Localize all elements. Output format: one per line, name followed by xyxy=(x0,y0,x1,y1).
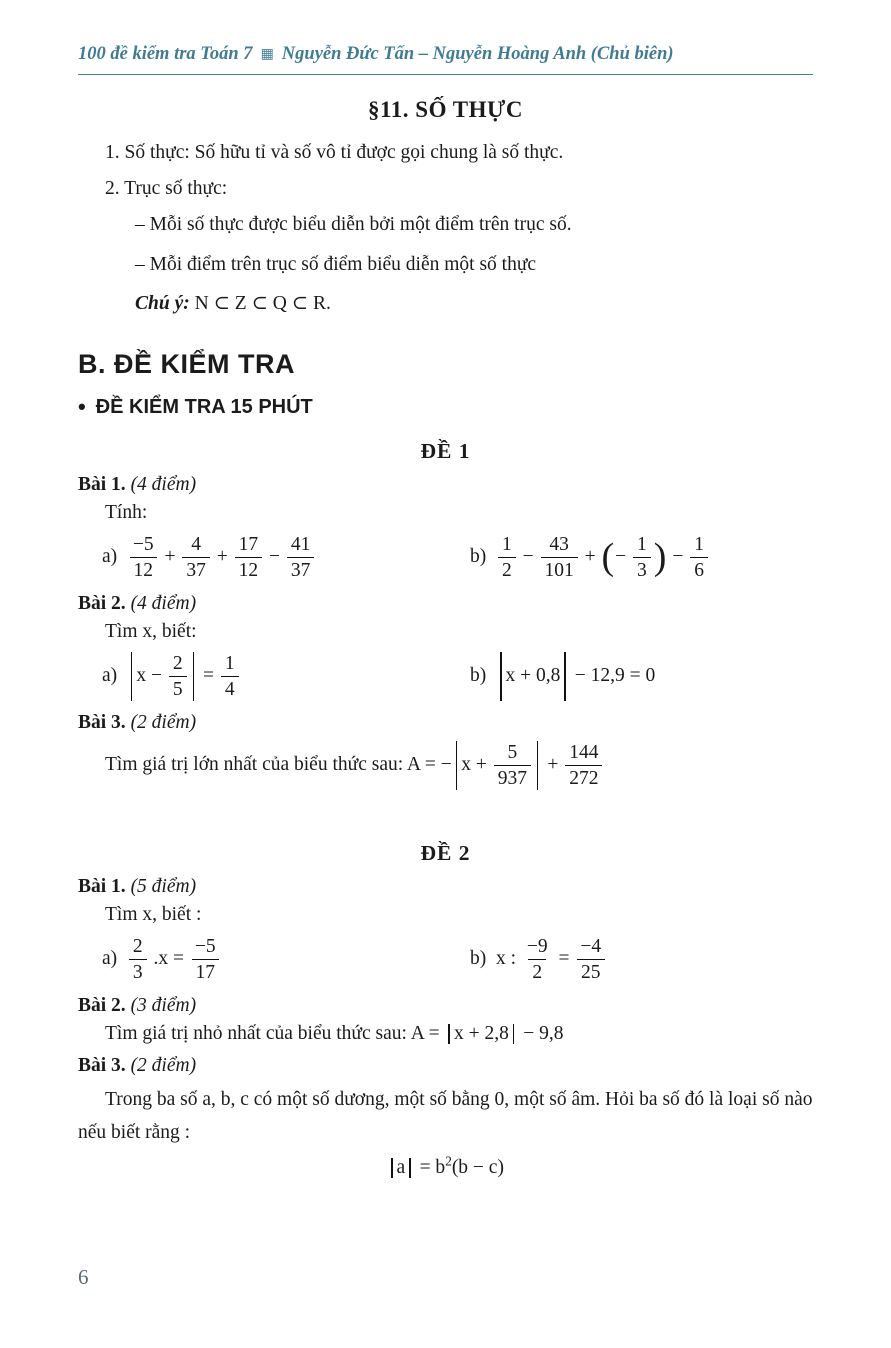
test1-problem1-heading xyxy=(78,474,813,496)
math-expression-a: a) x − $\frac{2}{5}$ = $\frac{1}{4}$ xyxy=(102,651,470,702)
math-expression-a: a) $\frac{2}{3}$ .x = $\frac{-5}{17}$ xyxy=(102,934,470,985)
test2-problem1-parts xyxy=(78,934,813,985)
problem-points: (5 điểm) xyxy=(130,875,197,897)
note-text: N ⊂ Z ⊂ Q ⊂ R. xyxy=(189,292,331,314)
test2-problem3-formula xyxy=(78,1153,813,1179)
test1-problem3-statement xyxy=(78,740,813,791)
theory-note xyxy=(78,288,813,319)
test1-problem1-parts xyxy=(78,532,813,583)
problem-label: Bài 3. xyxy=(78,1054,126,1076)
test2-problem2-heading xyxy=(78,995,813,1017)
book-ornament-icon: ▦ xyxy=(260,46,274,62)
problem-label: Bài 2. xyxy=(78,994,126,1016)
problem-label: Bài 3. xyxy=(78,711,126,733)
theory-item-1: 1. Số thực: Số hữu tỉ và số vô tỉ được gọi chung là số thực. xyxy=(105,142,564,163)
authors: Nguyễn Đức Tấn – Nguyễn Hoàng Anh (Chủ biên) xyxy=(281,44,674,64)
test-1-title: ĐỀ 1 xyxy=(420,438,471,463)
book-title: 100 đề kiểm tra Toán 7 xyxy=(78,44,253,64)
math-expression: Tìm giá trị nhỏ nhất của biểu thức sau: A = x + 2,8 − 9,8 xyxy=(105,1022,564,1044)
theory-subitem-2: – Mỗi điểm trên trục số điểm biểu diễn một số thực xyxy=(135,253,537,275)
section-b-subheading xyxy=(78,396,813,419)
test2-problem1-prompt: Tìm x, biết : xyxy=(105,903,202,925)
math-expression-a: a) $\frac{-5}{12}$ + $\frac{4}{37}$ + $\frac{17}{12}$ − $\frac{41}{37}$ xyxy=(102,532,470,583)
math-expression-b: b) $\frac{1}{2}$ − $\frac{43}{101}$ + ( − $\frac{1}{3}$ ) − $\frac{1}{6}$ xyxy=(470,532,710,583)
problem-points: (3 điểm) xyxy=(130,994,197,1016)
section-b-heading: B. ĐỀ KIỂM TRA xyxy=(78,348,296,379)
test1-problem2-parts xyxy=(78,651,813,702)
math-expression: Tìm giá trị lớn nhất của biểu thức sau: A = − x + $\frac{5}{937}$ + $\frac{144}{272}$ xyxy=(105,740,604,791)
test2-problem3-heading xyxy=(78,1055,813,1077)
test2-problem2-statement xyxy=(78,1023,813,1045)
subheading-text: ĐỀ KIỂM TRA 15 PHÚT xyxy=(95,395,313,418)
test1-problem3-heading xyxy=(78,712,813,734)
theory-item-2: 2. Trục số thực: xyxy=(105,178,228,200)
math-expression: a = b 2 (b − c) xyxy=(387,1157,504,1179)
problem-points: (2 điểm) xyxy=(130,711,197,733)
test2-problem1-heading xyxy=(78,876,813,898)
note-label: Chú ý: xyxy=(135,292,190,314)
bullet-icon: • xyxy=(78,394,86,420)
math-expression-b: b) x : $\frac{-9}{2}$ = $\frac{-4}{25}$ xyxy=(470,934,607,985)
problem-label: Bài 1. xyxy=(78,875,126,897)
theory-section xyxy=(78,137,813,319)
page-number: 6 xyxy=(78,1265,89,1289)
theory-subitem-1: – Mỗi số thực được biểu diễn bởi một điểm trên trục số. xyxy=(135,214,572,236)
problem-points: (4 điểm) xyxy=(130,473,197,495)
problem-points: (2 điểm) xyxy=(130,1054,197,1076)
math-expression-b: b) x + 0,8 − 12,9 = 0 xyxy=(470,651,655,702)
test2-problem3-text: Trong ba số a, b, c có một số dương, một số bằng 0, một số âm. Hỏi ba số đó là loại số nào nếu biết rằng : xyxy=(78,1088,813,1144)
test-2-title: ĐỀ 2 xyxy=(420,840,471,865)
problem-label: Bài 2. xyxy=(78,592,126,614)
problem-label: Bài 1. xyxy=(78,473,126,495)
lesson-title: §11. SỐ THỰC xyxy=(368,97,523,122)
test1-problem1-prompt: Tính: xyxy=(105,501,148,523)
test1-problem2-prompt: Tìm x, biết: xyxy=(105,620,197,642)
test1-problem2-heading xyxy=(78,593,813,615)
page-header xyxy=(78,44,813,75)
problem-points: (4 điểm) xyxy=(130,592,197,614)
